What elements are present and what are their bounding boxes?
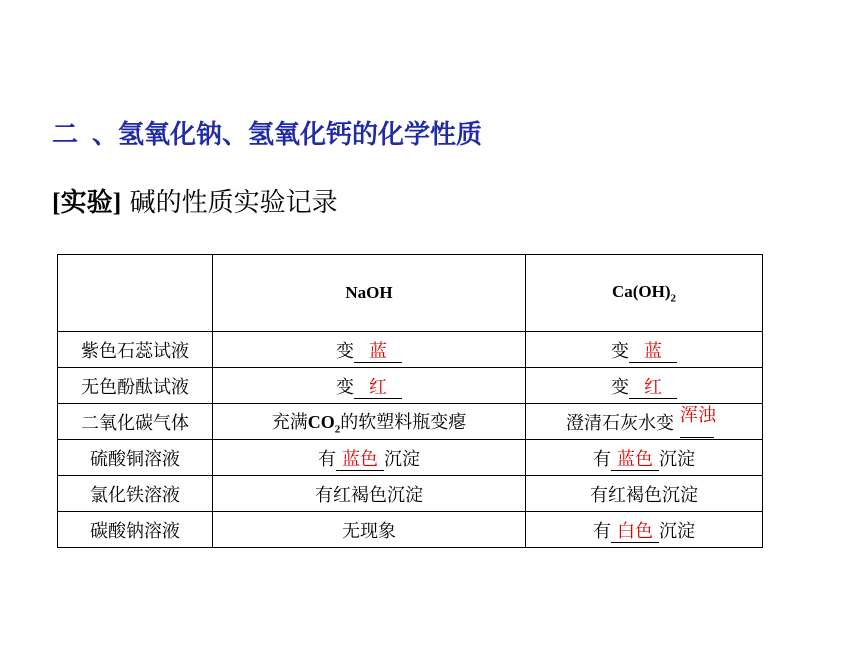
reagent-cell: 硫酸铜溶液 xyxy=(58,440,213,476)
result-prefix: 有 xyxy=(593,448,611,470)
naoh-result-cell xyxy=(213,440,526,476)
answer-fill: 蓝色 xyxy=(611,450,659,471)
table-row xyxy=(58,332,763,368)
result-prefix: 变 xyxy=(611,376,629,398)
answer-fill: 蓝 xyxy=(629,342,677,363)
experiment-heading xyxy=(52,182,338,219)
experiment-tag: [实验] xyxy=(52,188,122,217)
result-suffix: 沉淀 xyxy=(384,448,420,470)
table-row xyxy=(58,404,763,440)
column-header-naoh: NaOH xyxy=(213,255,526,332)
table-header-row xyxy=(58,255,763,332)
reagent-cell: 紫色石蕊试液 xyxy=(58,332,213,368)
caoh2-result-cell xyxy=(526,368,763,404)
caoh2-result-cell xyxy=(526,440,763,476)
naoh-result-cell xyxy=(213,368,526,404)
result-prefix: 有 xyxy=(318,448,336,470)
result-suffix: 的软塑料瓶变瘪 xyxy=(340,411,467,433)
section-heading xyxy=(52,114,482,151)
header-empty-cell xyxy=(58,255,213,332)
answer-fill: 浑浊 xyxy=(680,404,716,426)
experiment-title: 碱的性质实验记录 xyxy=(129,188,338,218)
table-row xyxy=(58,476,763,512)
result-prefix: 变 xyxy=(336,340,354,362)
result-prefix: 有 xyxy=(593,520,611,542)
reagent-cell: 碳酸钠溶液 xyxy=(58,512,213,548)
naoh-result-cell: 无现象 xyxy=(213,512,526,548)
co2-formula-subscript: 2 xyxy=(334,423,341,436)
result-suffix: 沉淀 xyxy=(659,520,695,542)
naoh-result-cell xyxy=(213,404,526,440)
reagent-cell: 无色酚酞试液 xyxy=(58,368,213,404)
section-title: 、氢氧化钠、氢氧化钙的化学性质 xyxy=(92,120,483,150)
result-suffix: 沉淀 xyxy=(659,448,695,470)
result-prefix: 充满 xyxy=(271,411,308,433)
caoh2-result-cell xyxy=(526,332,763,368)
table-row xyxy=(58,440,763,476)
naoh-result-cell: 有红褐色沉淀 xyxy=(213,476,526,512)
caoh2-formula-subscript: 2 xyxy=(670,292,677,305)
table-row xyxy=(58,512,763,548)
caoh2-formula-base: Ca(OH) xyxy=(611,281,671,301)
result-prefix: 澄清石灰水变 xyxy=(566,412,674,434)
result-prefix: 变 xyxy=(611,340,629,362)
result-prefix: 变 xyxy=(336,376,354,398)
section-number: 二 xyxy=(52,120,79,150)
answer-fill: 蓝 xyxy=(354,342,402,363)
answer-fill: 红 xyxy=(629,378,677,399)
answer-blank-line xyxy=(680,423,714,438)
co2-formula-base: CO xyxy=(307,411,335,432)
caoh2-result-cell xyxy=(526,512,763,548)
column-header-caoh2 xyxy=(526,255,763,332)
reagent-cell: 氯化铁溶液 xyxy=(58,476,213,512)
caoh2-result-cell: 有红褐色沉淀 xyxy=(526,476,763,512)
naoh-result-cell xyxy=(213,332,526,368)
table-row xyxy=(58,368,763,404)
answer-fill: 红 xyxy=(354,378,402,399)
co2-formula xyxy=(307,411,341,436)
reagent-cell: 二氧化碳气体 xyxy=(58,404,213,440)
experiment-record-table xyxy=(57,254,763,548)
answer-fill: 蓝色 xyxy=(336,450,384,471)
answer-fill: 白色 xyxy=(611,522,659,543)
caoh2-result-cell xyxy=(526,404,763,440)
